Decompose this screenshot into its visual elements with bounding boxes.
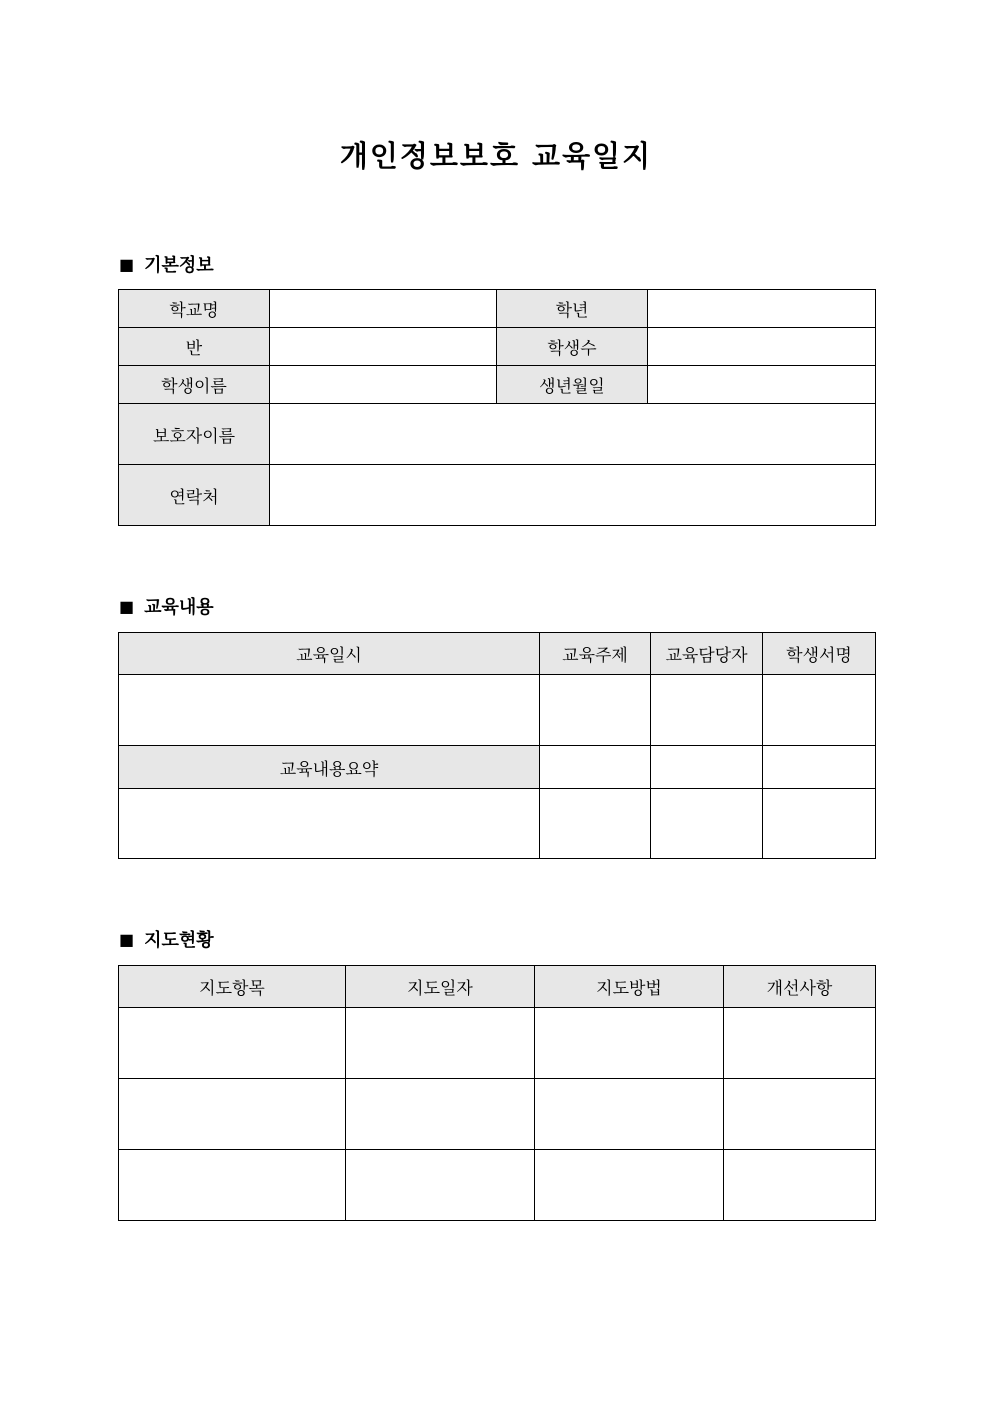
square-bullet-icon: ■ bbox=[119, 596, 135, 616]
guidance-method-field[interactable] bbox=[535, 1008, 724, 1079]
section-title: 기본정보 bbox=[144, 255, 214, 276]
label-student-count: 학생수 bbox=[497, 328, 648, 366]
table-row bbox=[119, 1150, 876, 1221]
table-row bbox=[119, 404, 876, 465]
column-header-guidance-date: 지도일자 bbox=[346, 966, 535, 1008]
student-name-field[interactable] bbox=[270, 366, 497, 404]
table-row bbox=[119, 1079, 876, 1150]
table-cell[interactable] bbox=[540, 746, 651, 789]
section-heading-guidance bbox=[119, 927, 214, 951]
label-education-summary: 교육내용요약 bbox=[119, 746, 540, 789]
guidance-date-field[interactable] bbox=[346, 1079, 535, 1150]
guidance-item-field[interactable] bbox=[119, 1079, 346, 1150]
table-cell[interactable] bbox=[763, 746, 876, 789]
table-row bbox=[119, 290, 876, 328]
education-summary-field[interactable] bbox=[119, 789, 540, 859]
label-guardian-name: 보호자이름 bbox=[119, 404, 270, 465]
improvements-field[interactable] bbox=[724, 1079, 876, 1150]
table-header-row bbox=[119, 633, 876, 675]
guidance-method-field[interactable] bbox=[535, 1079, 724, 1150]
section-title: 교육내용 bbox=[144, 597, 214, 618]
table-row bbox=[119, 1008, 876, 1079]
student-count-field[interactable] bbox=[648, 328, 876, 366]
table-row bbox=[119, 366, 876, 404]
class-field[interactable] bbox=[270, 328, 497, 366]
basic-info-table bbox=[118, 289, 876, 526]
section-title: 지도현황 bbox=[144, 930, 214, 951]
column-header-education-topic: 교육주제 bbox=[540, 633, 651, 675]
table-cell[interactable] bbox=[763, 789, 876, 859]
label-school-name: 학교명 bbox=[119, 290, 270, 328]
square-bullet-icon: ■ bbox=[119, 929, 135, 949]
table-cell[interactable] bbox=[651, 746, 763, 789]
column-header-education-datetime: 교육일시 bbox=[119, 633, 540, 675]
improvements-field[interactable] bbox=[724, 1008, 876, 1079]
contact-field[interactable] bbox=[270, 465, 876, 526]
education-instructor-field[interactable] bbox=[651, 675, 763, 746]
guidance-table bbox=[118, 965, 876, 1221]
label-grade: 학년 bbox=[497, 290, 648, 328]
birth-date-field[interactable] bbox=[648, 366, 876, 404]
guidance-date-field[interactable] bbox=[346, 1008, 535, 1079]
table-row bbox=[119, 675, 876, 746]
table-row bbox=[119, 746, 876, 789]
school-name-field[interactable] bbox=[270, 290, 497, 328]
guidance-method-field[interactable] bbox=[535, 1150, 724, 1221]
education-topic-field[interactable] bbox=[540, 675, 651, 746]
table-row bbox=[119, 789, 876, 859]
education-datetime-field[interactable] bbox=[119, 675, 540, 746]
table-cell[interactable] bbox=[540, 789, 651, 859]
column-header-improvements: 개선사항 bbox=[724, 966, 876, 1008]
document-title: 개인정보보호 교육일지 bbox=[339, 139, 653, 173]
column-header-student-signature: 학생서명 bbox=[763, 633, 876, 675]
table-header-row bbox=[119, 966, 876, 1008]
column-header-guidance-method: 지도방법 bbox=[535, 966, 724, 1008]
square-bullet-icon: ■ bbox=[119, 254, 135, 274]
improvements-field[interactable] bbox=[724, 1150, 876, 1221]
label-contact: 연락처 bbox=[119, 465, 270, 526]
column-header-education-instructor: 교육담당자 bbox=[651, 633, 763, 675]
grade-field[interactable] bbox=[648, 290, 876, 328]
label-birth-date: 생년월일 bbox=[497, 366, 648, 404]
student-signature-field[interactable] bbox=[763, 675, 876, 746]
section-heading-education bbox=[119, 594, 214, 618]
guidance-date-field[interactable] bbox=[346, 1150, 535, 1221]
guidance-item-field[interactable] bbox=[119, 1008, 346, 1079]
guidance-item-field[interactable] bbox=[119, 1150, 346, 1221]
column-header-guidance-item: 지도항목 bbox=[119, 966, 346, 1008]
label-class: 반 bbox=[119, 328, 270, 366]
education-table bbox=[118, 632, 876, 859]
guardian-name-field[interactable] bbox=[270, 404, 876, 465]
label-student-name: 학생이름 bbox=[119, 366, 270, 404]
table-row bbox=[119, 328, 876, 366]
table-row bbox=[119, 465, 876, 526]
section-heading-basic-info bbox=[119, 252, 214, 276]
table-cell[interactable] bbox=[651, 789, 763, 859]
